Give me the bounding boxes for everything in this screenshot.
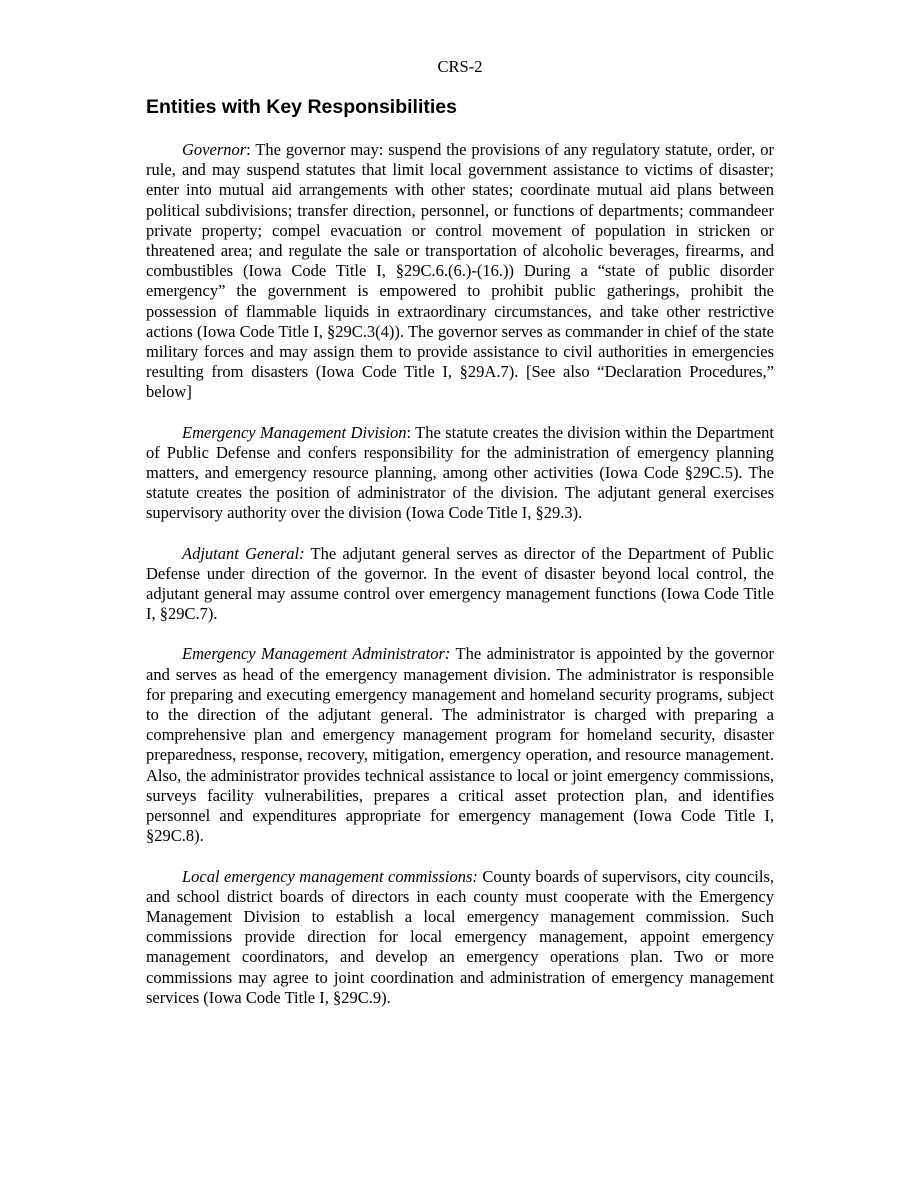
paragraph-text: The governor may: suspend the provisions of any regulatory statute, order, or rule, and may suspend statutes that limit local government assistance to victims of disaster; enter into mutual aid arrangements with other states; coordinate mutual aid plans between political subdivisions; transfer direction, personnel, or functions of departments; commandeer private property; compel evacuation or control movement of population in stricken or threatened area; and regulate the sale or transportation of alcoholic beverages, firearms, and combustibles (Iowa Code Title I, §29C.6.(6.)-(16.)) During a “state of public disorder emergency” the government is empowered to prohibit public gatherings, prohibit the possession of flammable liquids in extraordinary circumstances, and take other restrictive actions (Iowa Code Title I, §29C.3(4)). The governor serves as commander in chief of the state military forces and may assign them to provide assistance to civil authorities in emergencies resulting from disasters (Iowa Code Title I, §29A.7). [See also “Declaration Procedures,” below] xyxy=(146,140,774,402)
term-separator: : xyxy=(246,140,251,159)
term-adjutant-general: Adjutant General: xyxy=(182,543,305,563)
paragraph-text: County boards of supervisors, city councils, and school district boards of directors in each county must cooperate with the Emergency Management Division to establish a local emergency management commission. Such commissions provide direction for local emergency management, appoint emergency management coordinators, and develop an emergency operations plan. Two or more commissions may agree to joint coordination and administration of emergency management services (Iowa Code Title I, §29C.9). xyxy=(146,866,774,1007)
paragraph-text: The adjutant general serves as director of the Department of Public Defense under direction of the governor. In the event of disaster beyond local control, the adjutant general may assume control over emergency management functions (Iowa Code Title I, §29C.7). xyxy=(146,543,774,624)
term-governor: Governor xyxy=(182,140,247,159)
page-number-header: CRS-2 xyxy=(437,57,483,76)
paragraph-emergency-management-division xyxy=(146,423,774,524)
document-body xyxy=(146,140,774,1028)
term-separator: : xyxy=(406,422,412,442)
term-emergency-management-administrator: Emergency Management Administrator: xyxy=(182,644,451,664)
paragraph-governor xyxy=(146,140,774,403)
paragraph-emergency-management-administrator xyxy=(146,644,774,846)
section-heading: Entities with Key Responsibilities xyxy=(146,96,457,118)
paragraph-text: The administrator is appointed by the governor and serves as head of the emergency management division. The administrator is responsible for preparing and executing emergency management and homeland security programs, subject to the direction of the adjutant general. The administrator is charged with preparing a comprehensive plan and emergency management program for homeland security, disaster preparedness, response, recovery, mitigation, emergency operation, and resource management. Also, the administrator provides technical assistance to local or joint emergency commissions, surveys facility vulnerabilities, prepares a critical asset protection plan, and identifies personnel and expenditures appropriate for emergency management (Iowa Code Title I, §29C.8). xyxy=(146,644,775,846)
term-local-commissions: Local emergency management commissions: xyxy=(182,866,478,886)
paragraph-text: The statute creates the division within the Department of Public Defense and confers responsibility for the administration of emergency planning matters, and emergency resource planning, among other activities (Iowa Code §29C.5). The statute creates the position of administrator of the division. The adjutant general exercises supervisory authority over the division (Iowa Code Title I, §29.3). xyxy=(146,422,774,523)
paragraph-adjutant-general xyxy=(146,544,774,625)
paragraph-local-commissions xyxy=(146,867,774,1008)
term-emergency-management-division: Emergency Management Division xyxy=(182,422,407,442)
